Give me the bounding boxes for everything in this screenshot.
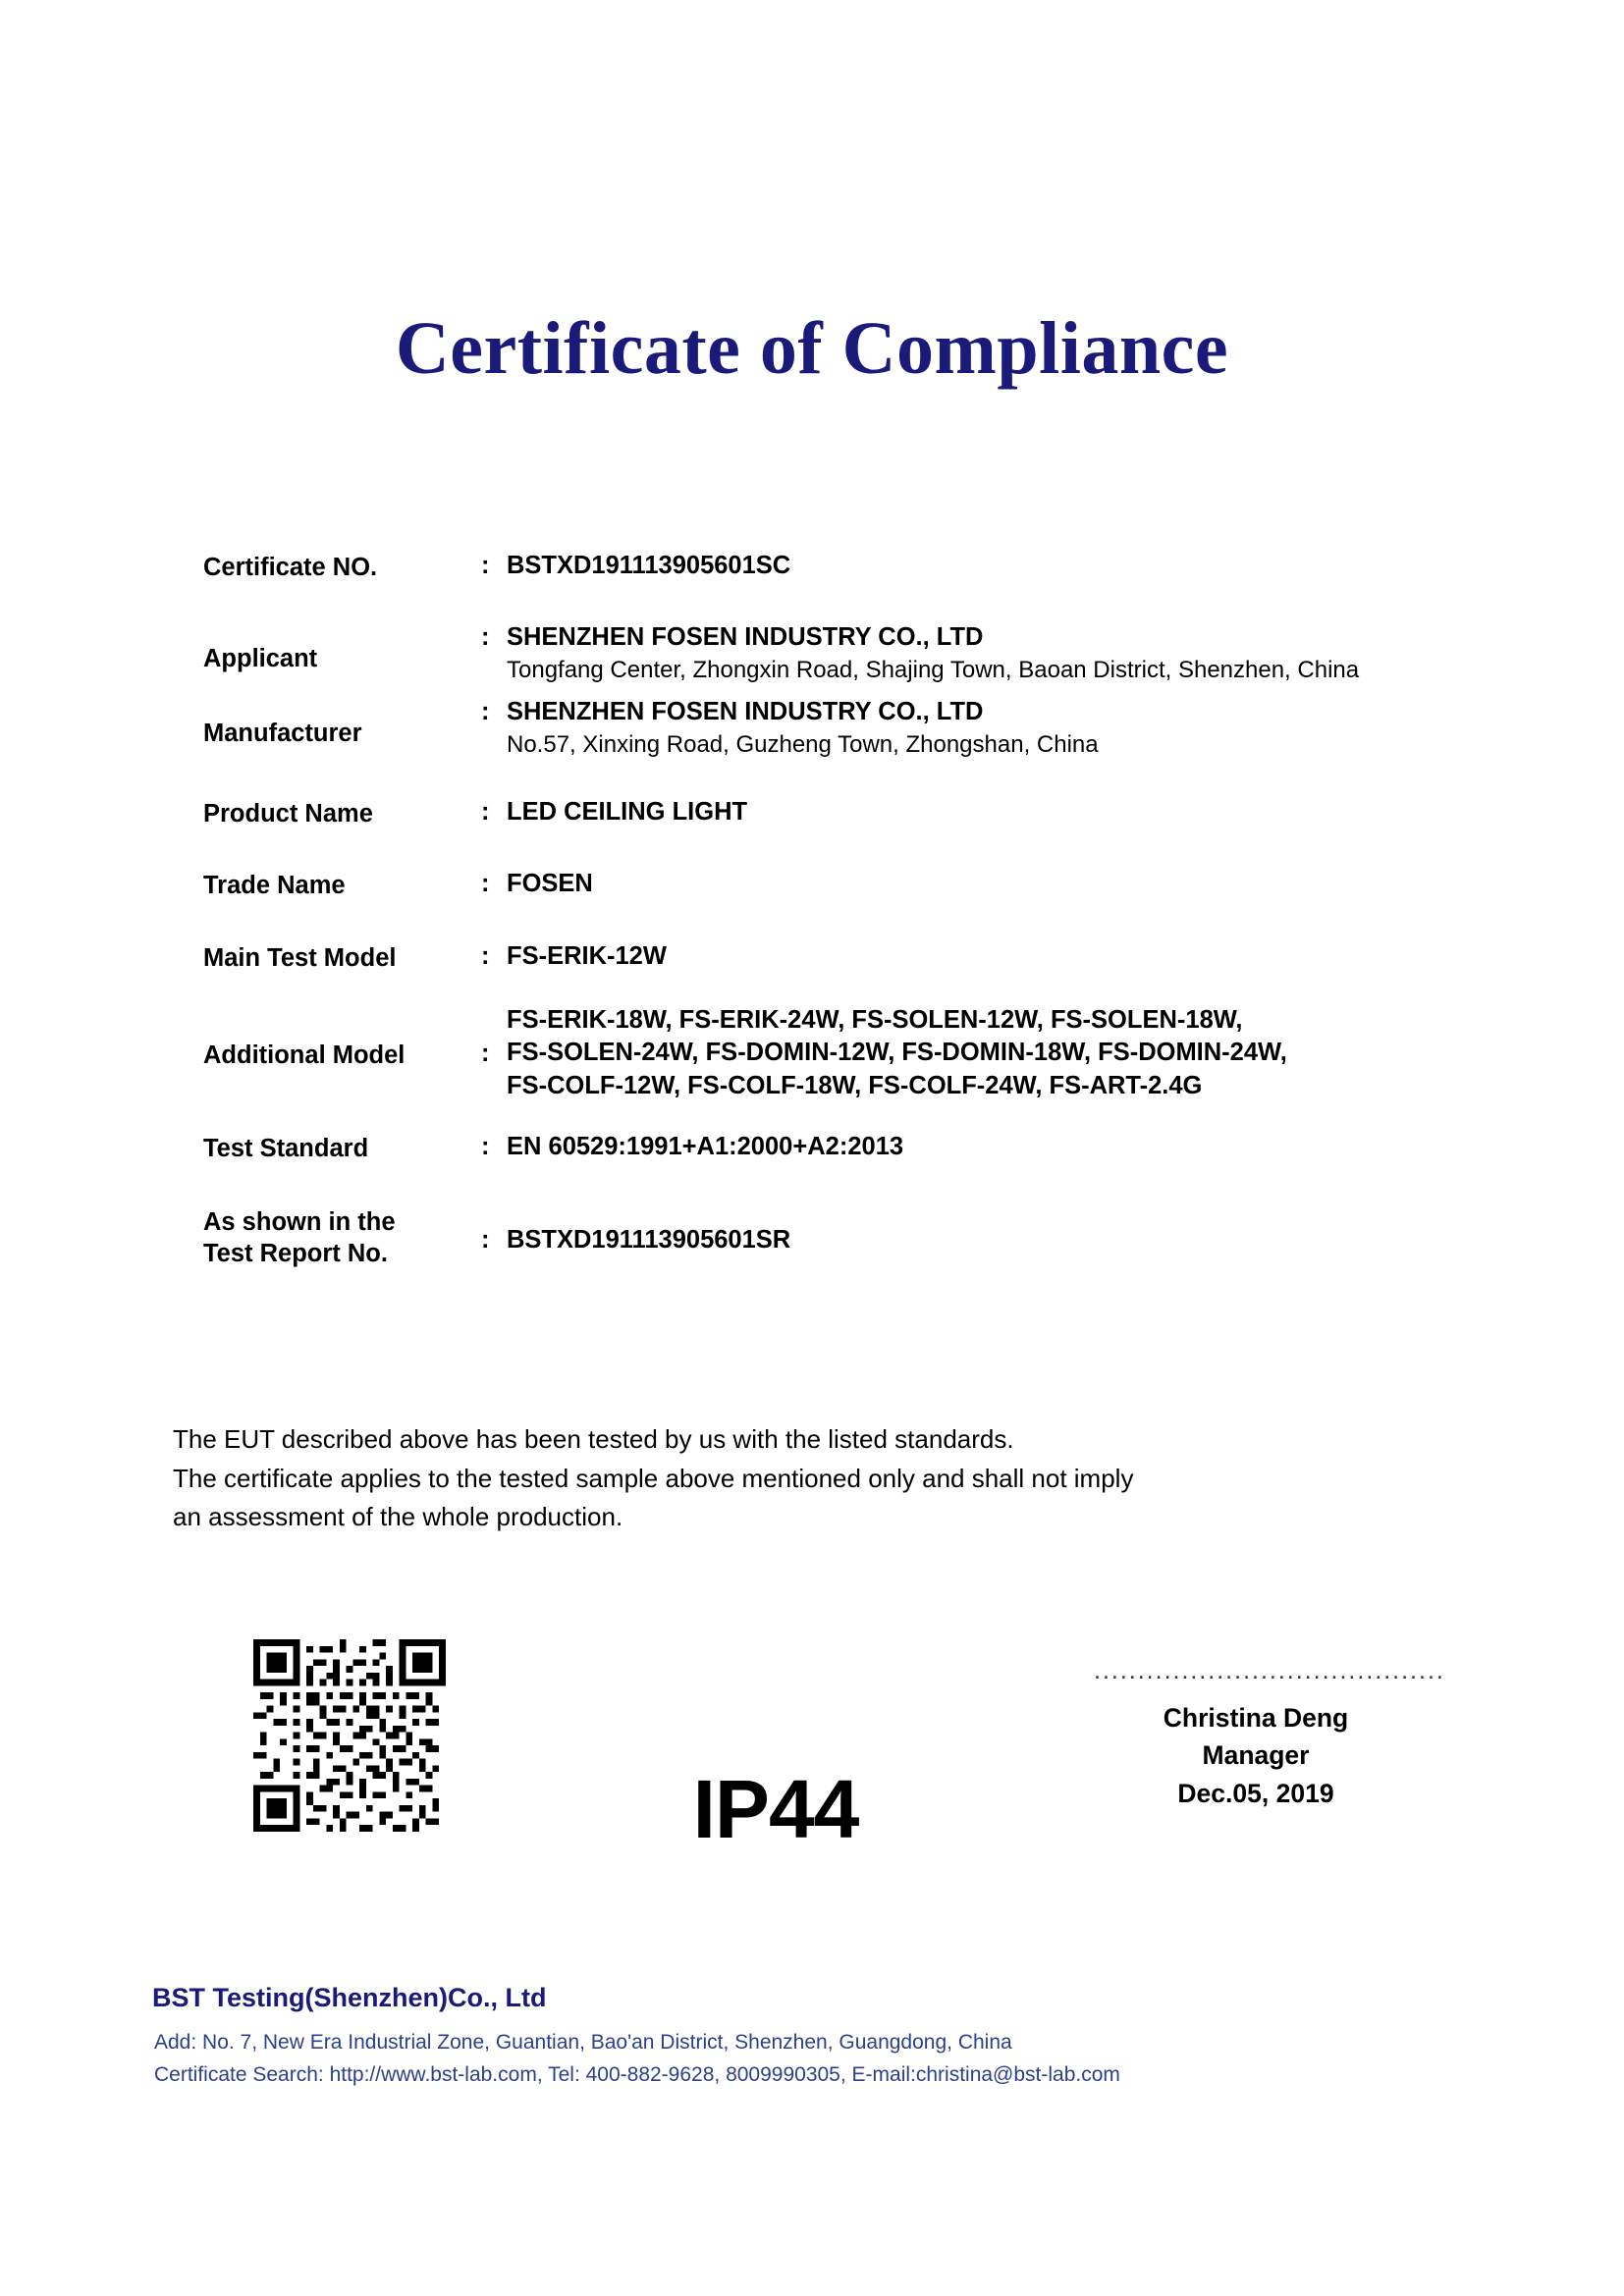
ip-rating: IP44	[692, 1763, 859, 1855]
compliance-statement	[173, 1420, 1459, 1537]
row-colon: :	[481, 623, 490, 652]
row-label-line-1: As shown in the	[203, 1207, 396, 1236]
additional-model-line-1: FS-ERIK-18W, FS-ERIK-24W, FS-SOLEN-12W, FS-SOLEN-18W,	[507, 1005, 1243, 1034]
table-row-additional-model	[203, 1004, 1450, 1103]
row-label: Applicant	[203, 645, 318, 673]
row-colon: :	[481, 1039, 490, 1067]
row-value-manufacturer	[507, 696, 1450, 761]
table-row-trade-name	[203, 868, 1450, 902]
signature-line: ........................................	[1094, 1657, 1445, 1684]
row-value-product-name: LED CEILING LIGHT	[507, 798, 748, 827]
row-label: Test Standard	[203, 1134, 369, 1162]
row-value-test-standard: EN 60529:1991+A1:2000+A2:2013	[507, 1132, 904, 1160]
row-label: Manufacturer	[203, 720, 362, 748]
footer-company-name: BST Testing(Shenzhen)Co., Ltd	[152, 1983, 547, 2012]
table-row-certificate-no	[203, 550, 1450, 584]
row-label: Certificate NO.	[203, 554, 378, 581]
manufacturer-address: No.57, Xinxing Road, Guzheng Town, Zhongshan, China	[507, 730, 1099, 758]
signature-date: Dec.05, 2019	[1177, 1778, 1334, 1808]
row-value-main-test-model: FS-ERIK-12W	[507, 941, 667, 970]
certificate-details-table	[203, 550, 1450, 1270]
table-row-main-test-model	[203, 940, 1450, 975]
row-label: Additional Model	[203, 1041, 406, 1069]
row-value-additional-model	[507, 1004, 1450, 1103]
row-value-test-report-no: BSTXD191113905601SR	[507, 1225, 791, 1254]
row-label: Main Test Model	[203, 943, 397, 972]
page-title: Certificate of Compliance	[395, 307, 1229, 390]
row-colon: :	[481, 698, 490, 726]
qr-code-icon	[253, 1639, 446, 1832]
additional-model-line-2: FS-SOLEN-24W, FS-DOMIN-12W, FS-DOMIN-18W, FS-DOMIN-24W,	[507, 1039, 1287, 1067]
table-row-manufacturer	[203, 696, 1450, 761]
table-row-product-name	[203, 796, 1450, 830]
applicant-address: Tongfang Center, Zhongxin Road, Shajing Town, Baoan District, Shenzhen, China	[507, 656, 1360, 683]
row-value-applicant	[507, 621, 1450, 686]
row-colon: :	[481, 552, 490, 579]
row-value-trade-name: FOSEN	[507, 870, 593, 898]
row-label-line-2: Test Report No.	[203, 1240, 388, 1268]
row-label	[203, 1204, 481, 1270]
row-label: Trade Name	[203, 872, 346, 900]
signatory-name: Christina Deng	[1163, 1703, 1349, 1733]
table-row-applicant	[203, 621, 1450, 686]
additional-model-line-3: FS-COLF-12W, FS-COLF-18W, FS-COLF-24W, FS-ART-2.4G	[507, 1071, 1203, 1099]
row-colon: :	[481, 870, 490, 898]
statement-line-2: The certificate applies to the tested sample above mentioned only and shall not imply	[173, 1463, 1134, 1493]
row-colon: :	[481, 798, 490, 827]
manufacturer-company: SHENZHEN FOSEN INDUSTRY CO., LTD	[507, 698, 984, 726]
row-colon: :	[481, 941, 490, 970]
row-colon: :	[481, 1132, 490, 1160]
footer	[152, 1983, 1488, 2091]
table-row-test-report-no	[203, 1204, 1450, 1270]
table-row-test-standard	[203, 1131, 1450, 1165]
signatory-position: Manager	[1202, 1740, 1310, 1771]
row-colon: :	[481, 1225, 490, 1254]
footer-contact: Certificate Search: http://www.bst-lab.com, Tel: 400-882-9628, 8009990305, E-mail:christina@bst-lab.com	[154, 2062, 1120, 2086]
row-value-certificate-no: BSTXD191113905601SC	[507, 552, 791, 579]
statement-line-3: an assessment of the whole production.	[173, 1502, 623, 1532]
signature-block	[1094, 1657, 1445, 1812]
row-label: Product Name	[203, 800, 373, 828]
applicant-company: SHENZHEN FOSEN INDUSTRY CO., LTD	[507, 623, 984, 652]
footer-address: Add: No. 7, New Era Industrial Zone, Guantian, Bao'an District, Shenzhen, Guangdong, China	[154, 2031, 1012, 2054]
statement-line-1: The EUT described above has been tested by us with the listed standards.	[173, 1424, 1014, 1454]
